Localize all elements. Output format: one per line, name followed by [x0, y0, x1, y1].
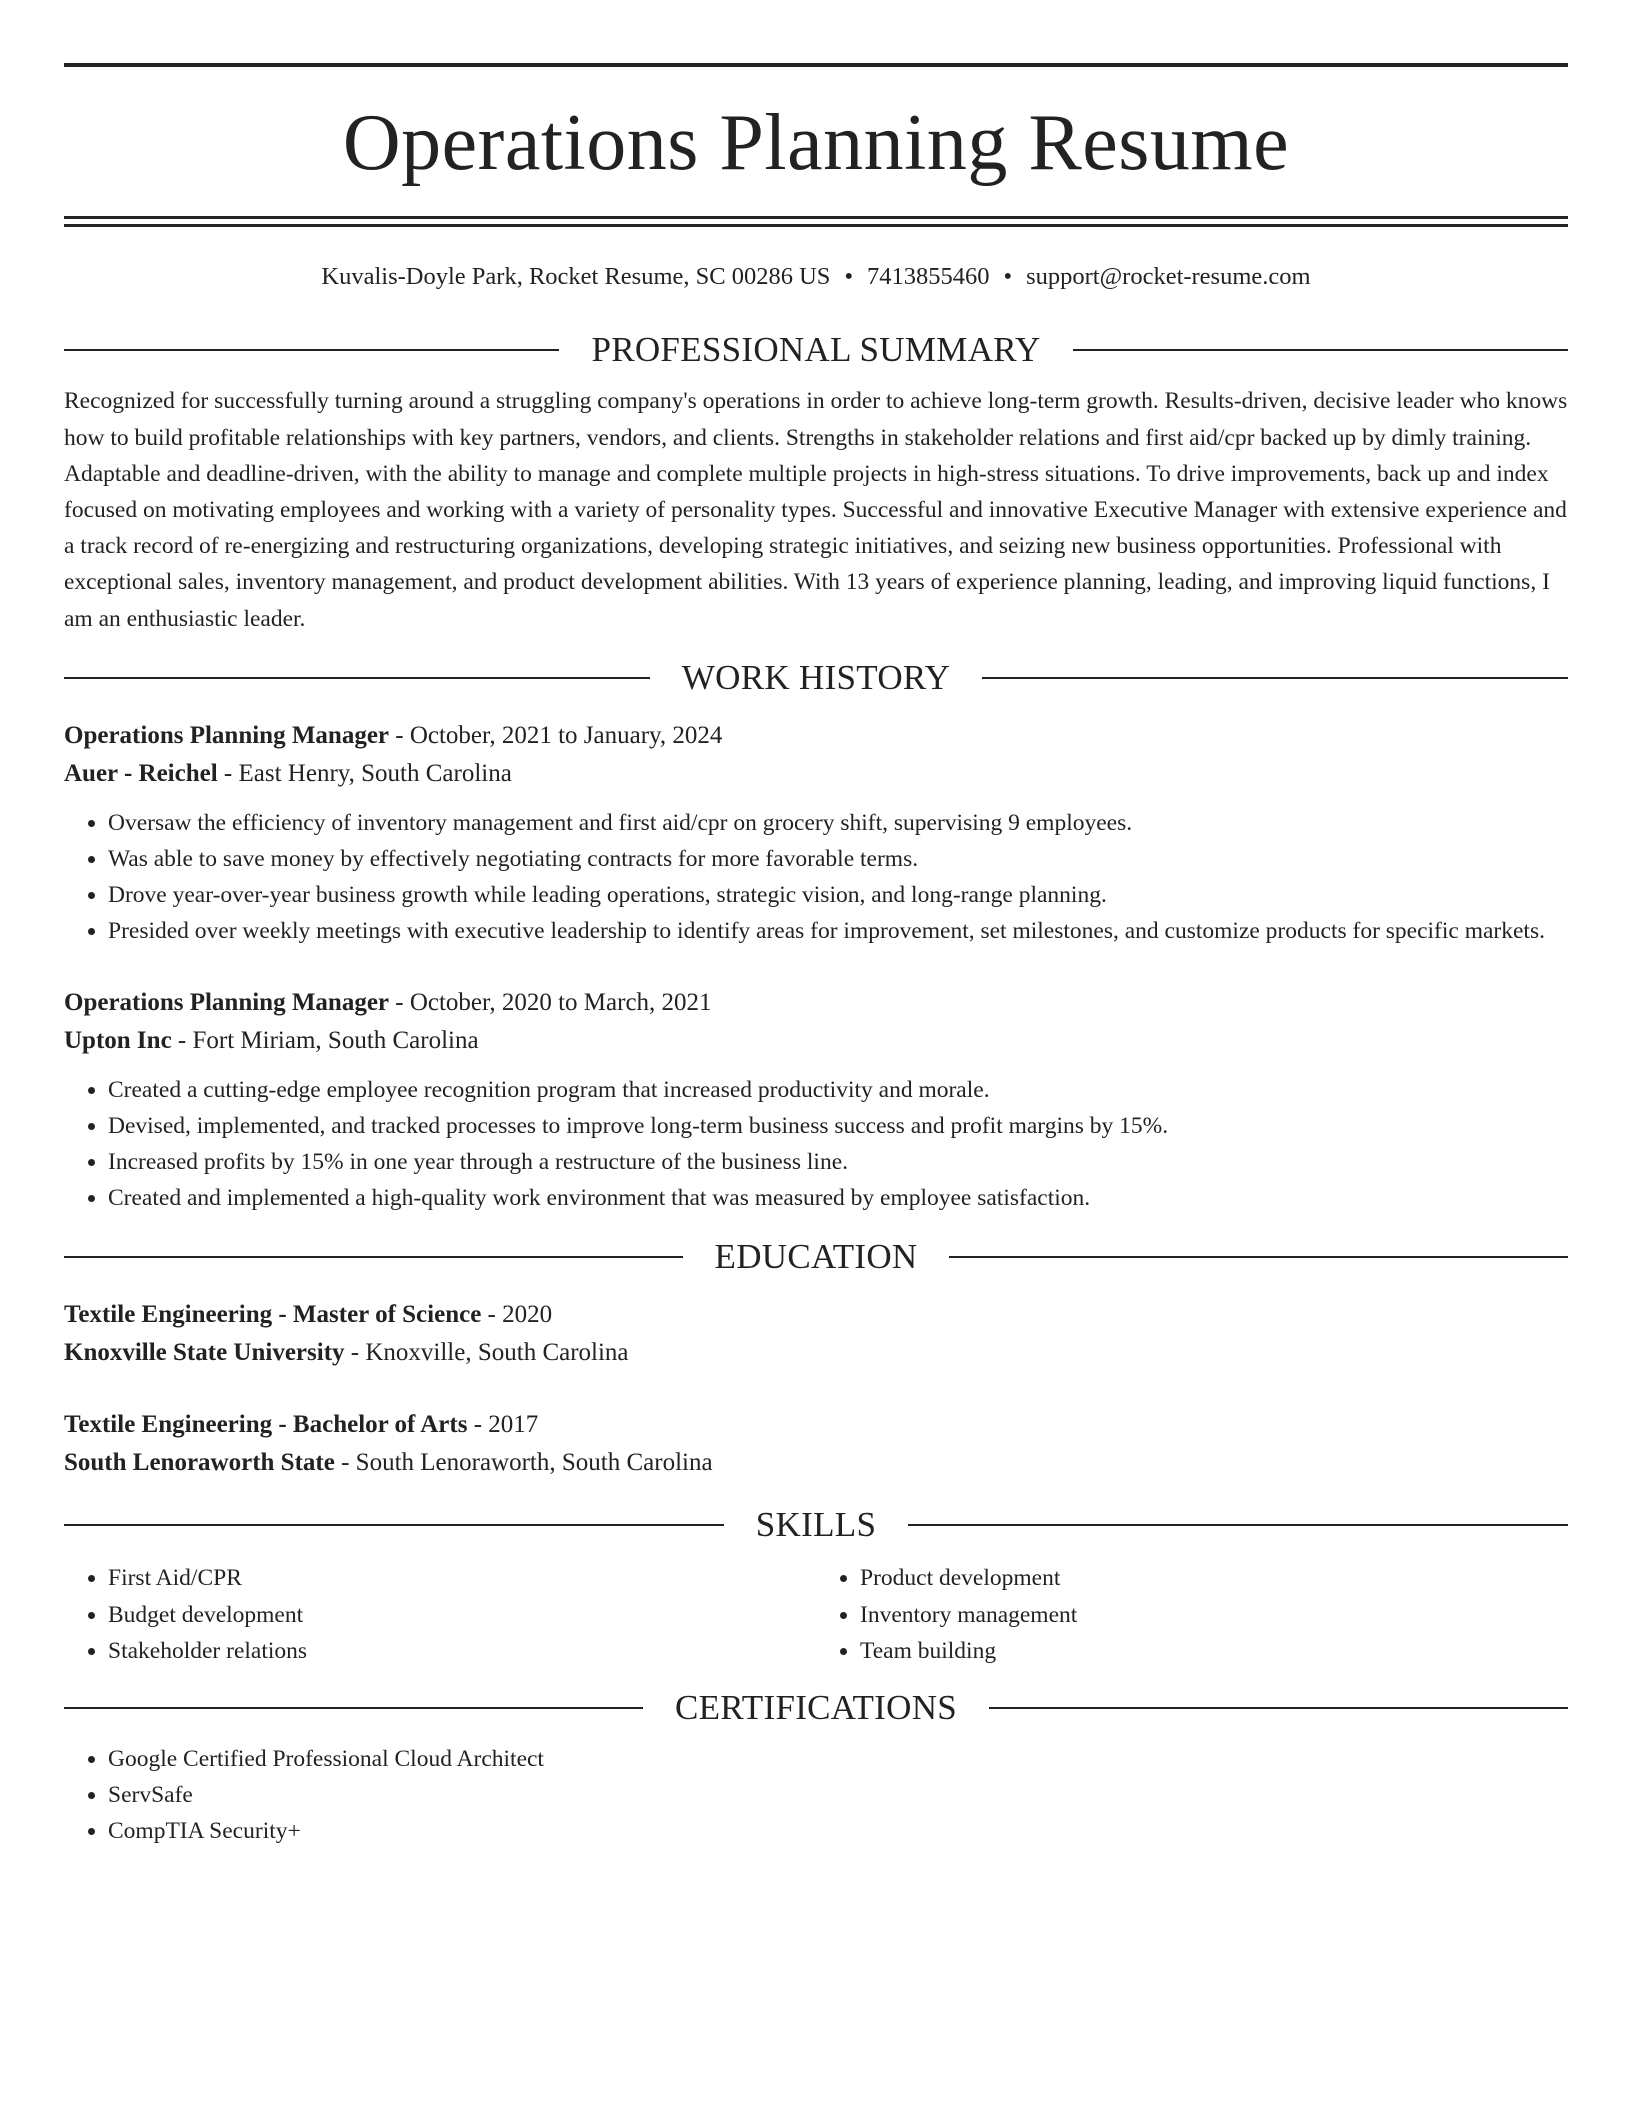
list-item: • Product development: [860, 1560, 1568, 1596]
education-school-line: [64, 1334, 1568, 1372]
section-rule-left: [64, 1256, 683, 1258]
page-title: Operations Planning Resume: [342, 99, 1290, 187]
section-rule-left: [64, 1524, 724, 1526]
skills-grid: [64, 1560, 1568, 1669]
section-header-skills: [64, 1504, 1568, 1546]
job-company: Upton Inc: [64, 1026, 172, 1054]
education-degree-line: [64, 1296, 1568, 1334]
section-rule-right: [949, 1256, 1568, 1258]
education-entry-1: [64, 1296, 1568, 1372]
education-location: - Knoxville, South Carolina: [344, 1339, 629, 1367]
job-company-line: [64, 755, 1568, 793]
contact-email: support@rocket-resume.com: [1026, 263, 1311, 290]
list-item: • First Aid/CPR: [108, 1560, 816, 1596]
list-item: • Stakeholder relations: [108, 1633, 816, 1669]
list-item: • Increased profits by 15% in one year through a restructure of the business line.: [108, 1144, 1568, 1180]
job-dates: - October, 2021 to January, 2024: [389, 721, 723, 749]
education-degree-line: [64, 1406, 1568, 1444]
section-title-certifications: CERTIFICATIONS: [674, 1688, 958, 1728]
education-degree: Textile Engineering - Master of Science: [64, 1301, 482, 1329]
education-entry-2: [64, 1406, 1568, 1482]
education-year: - 2017: [467, 1411, 539, 1439]
section-header-summary: [64, 329, 1568, 371]
list-item: • ServSafe: [108, 1777, 1568, 1813]
list-item: • Team building: [860, 1633, 1568, 1669]
title-rule-bottom: [64, 216, 1568, 227]
list-item: • Budget development: [108, 1597, 816, 1633]
skills-column-right: [816, 1560, 1568, 1669]
section-title-education: EDUCATION: [714, 1237, 918, 1277]
section-rule-left: [64, 1707, 643, 1709]
education-school: Knoxville State University: [64, 1339, 345, 1367]
section-title-summary: PROFESSIONAL SUMMARY: [591, 330, 1041, 370]
section-rule-right: [989, 1707, 1568, 1709]
section-header-education: [64, 1236, 1568, 1278]
job-entry-2: [64, 984, 1568, 1217]
section-rule-right: [982, 677, 1568, 679]
certifications-list: [64, 1741, 1568, 1850]
job-location: - Fort Miriam, South Carolina: [171, 1026, 479, 1054]
job-title-line: [64, 717, 1568, 755]
list-item: • Google Certified Professional Cloud Architect: [108, 1741, 1568, 1777]
contact-separator: •: [1003, 263, 1013, 290]
job-entry-1: [64, 717, 1568, 950]
list-item: • Was able to save money by effectively negotiating contracts for more favorable terms.: [108, 841, 1568, 877]
job-location: - East Henry, South Carolina: [217, 759, 512, 787]
job-title-line: [64, 984, 1568, 1022]
contact-address: Kuvalis-Doyle Park, Rocket Resume, SC 00286 US: [321, 263, 831, 290]
list-item: • CompTIA Security+: [108, 1813, 1568, 1849]
section-header-work: [64, 657, 1568, 699]
list-item: • Inventory management: [860, 1597, 1568, 1633]
job-bullets: [64, 805, 1568, 950]
section-title-skills: SKILLS: [755, 1505, 877, 1545]
job-dates: - October, 2020 to March, 2021: [389, 988, 712, 1016]
list-item: • Oversaw the efficiency of inventory management and first aid/cpr on grocery shift, supervising 9 employees.: [108, 805, 1568, 841]
education-degree: Textile Engineering - Bachelor of Arts: [64, 1411, 468, 1439]
list-item: • Presided over weekly meetings with executive leadership to identify areas for improvement, set milestones, and customize products for specific markets.: [108, 913, 1568, 949]
section-rule-left: [64, 349, 559, 351]
job-company: Auer - Reichel: [64, 759, 218, 787]
job-title: Operations Planning Manager: [64, 988, 390, 1016]
contact-line: [64, 262, 1568, 291]
summary-text: Recognized for successfully turning around a struggling company's operations in order to achieve long-term growth. Results-driven, decisive leader who knows how to build profitable relationships with key partners, vendors, and clients. Strengths in stakeholder relations and first aid/cpr backed up by dimly training. Adaptable and deadline-driven, with the ability to manage and complete multiple projects in high-stress situations. To drive improvements, back up and index focused on motivating employees and working with a variety of personality types. Successful and innovative Executive Manager with extensive experience and a track record of re-energizing and restructuring organizations, developing strategic initiatives, and seizing new business opportunities. Professional with exceptional sales, inventory management, and product development abilities. With 13 years of experience planning, leading, and improving liquid functions, I am an enthusiastic leader.: [64, 388, 1568, 632]
section-header-certifications: [64, 1687, 1568, 1729]
job-title: Operations Planning Manager: [64, 721, 390, 749]
education-year: - 2020: [481, 1301, 553, 1329]
job-company-line: [64, 1022, 1568, 1060]
skills-column-left: [64, 1560, 816, 1669]
list-item: • Drove year-over-year business growth while leading operations, strategic vision, and long-range planning.: [108, 877, 1568, 913]
education-school-line: [64, 1444, 1568, 1482]
section-rule-right: [1073, 349, 1568, 351]
contact-separator: •: [844, 263, 854, 290]
section-rule-right: [908, 1524, 1568, 1526]
section-title-work: WORK HISTORY: [681, 657, 951, 697]
section-rule-left: [64, 677, 650, 679]
education-school: South Lenoraworth State: [64, 1449, 335, 1477]
list-item: • Devised, implemented, and tracked processes to improve long-term business success and profit margins by 15%.: [108, 1108, 1568, 1144]
title-block: [64, 0, 1568, 227]
job-bullets: [64, 1072, 1568, 1217]
contact-phone: 7413855460: [867, 263, 990, 290]
list-item: • Created a cutting-edge employee recognition program that increased productivity and morale.: [108, 1072, 1568, 1108]
education-location: - South Lenoraworth, South Carolina: [334, 1449, 713, 1477]
list-item: • Created and implemented a high-quality work environment that was measured by employee satisfaction.: [108, 1180, 1568, 1216]
